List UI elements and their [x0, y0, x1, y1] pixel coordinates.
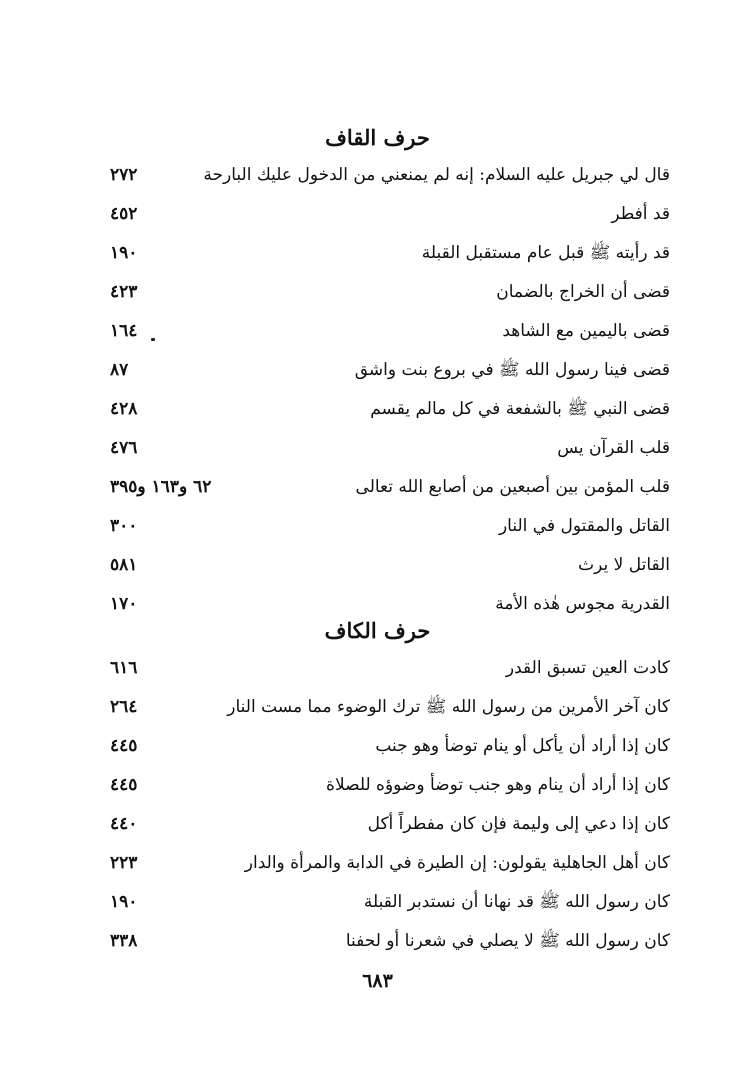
entry-text: كان إذا أراد أن يأكل أو ينام توضأ وهو جنب [375, 736, 670, 756]
entry-page-number: ١٩٠ [110, 243, 138, 263]
entry-text: كان آخر الأمرين من رسول الله ﷺ ترك الوضوء مما مست النار [227, 697, 670, 717]
index-entry [110, 162, 670, 201]
entry-page-number: ٦٢ و١٦٣ و٣٩٥ [110, 477, 212, 497]
index-entry [110, 889, 670, 928]
entry-text: قد أفطر [611, 204, 670, 224]
entry-page-number: ٤٢٨ [110, 399, 138, 419]
index-entry [110, 357, 670, 396]
index-entry [110, 552, 670, 591]
entry-text: القدرية مجوس هٰذه الأمة [495, 594, 670, 614]
entry-text: قضى أن الخراج بالضمان [496, 282, 670, 302]
entry-page-number: ٢٦٤ [110, 697, 138, 717]
entry-page-number: ٢٧٢ [110, 165, 138, 185]
entry-page-number: ٥٨١ [110, 555, 138, 575]
entry-text: كان رسول الله ﷺ قد نهانا أن نستدبر القبلة [363, 892, 670, 912]
entry-list-kaf [110, 655, 670, 967]
ink-speck [151, 338, 155, 341]
entry-text: قد رأيته ﷺ قبل عام مستقبل القبلة [421, 243, 670, 263]
entry-page-number: ٣٣٨ [110, 931, 138, 951]
entry-list-qaf [110, 162, 670, 630]
entry-page-number: ٤٤٠ [110, 814, 138, 834]
entry-page-number: ٨٧ [110, 360, 129, 380]
index-entry [110, 279, 670, 318]
entry-page-number: ١٩٠ [110, 892, 138, 912]
index-entry [110, 396, 670, 435]
entry-page-number: ٤٥٢ [110, 204, 138, 224]
index-entry [110, 513, 670, 552]
entry-page-number: ٤٤٥ [110, 775, 138, 795]
section-heading-kaf: حرف الكاف [324, 618, 431, 643]
entry-page-number: ٤٢٣ [110, 282, 138, 302]
index-entry [110, 850, 670, 889]
entry-text: قضى فينا رسول الله ﷺ في بروع بنت واشق [354, 360, 670, 380]
index-entry [110, 318, 670, 357]
entry-text: قضى باليمين مع الشاهد [502, 321, 670, 341]
index-entry [110, 240, 670, 279]
entry-page-number: ١٧٠ [110, 594, 138, 614]
index-entry [110, 201, 670, 240]
entry-text: كادت العين تسبق القدر [505, 658, 670, 678]
index-entry [110, 655, 670, 694]
entry-page-number: ١٦٤ [110, 321, 138, 341]
index-entry [110, 928, 670, 967]
entry-text: قال لي جبريل عليه السلام: إنه لم يمنعني من الدخول عليك البارحة [203, 165, 670, 185]
entry-text: قلب القرآن يس [557, 438, 670, 458]
entry-text: كان إذا دعي إلى وليمة فإن كان مفطراً أكل [367, 814, 670, 834]
entry-text: القاتل لا يرث [578, 555, 670, 575]
entry-text: كان رسول الله ﷺ لا يصلي في شعرنا أو لحفنا [345, 931, 670, 951]
footer-page-number: ٦٨٣ [362, 970, 393, 992]
entry-page-number: ٤٧٦ [110, 438, 138, 458]
index-entry [110, 694, 670, 733]
section-heading-qaf: حرف القاف [325, 125, 430, 150]
entry-text: قضى النبي ﷺ بالشفعة في كل مالم يقسم [370, 399, 670, 419]
entry-page-number: ٦١٦ [110, 658, 138, 678]
entry-text: كان إذا أراد أن ينام وهو جنب توضأ وضوؤه للصلاة [326, 775, 670, 795]
entry-text: كان أهل الجاهلية يقولون: إن الطيرة في الدابة والمرأة والدار [244, 853, 670, 873]
index-entry [110, 435, 670, 474]
entry-text: قلب المؤمن بين أصبعين من أصابع الله تعالى [355, 477, 670, 497]
index-entry [110, 772, 670, 811]
index-entry [110, 474, 670, 513]
entry-text: القاتل والمقتول في النار [498, 516, 670, 536]
index-entry [110, 733, 670, 772]
index-entry [110, 811, 670, 850]
entry-page-number: ٤٤٥ [110, 736, 138, 756]
entry-page-number: ٣٠٠ [110, 516, 138, 536]
entry-page-number: ٢٢٣ [110, 853, 138, 873]
